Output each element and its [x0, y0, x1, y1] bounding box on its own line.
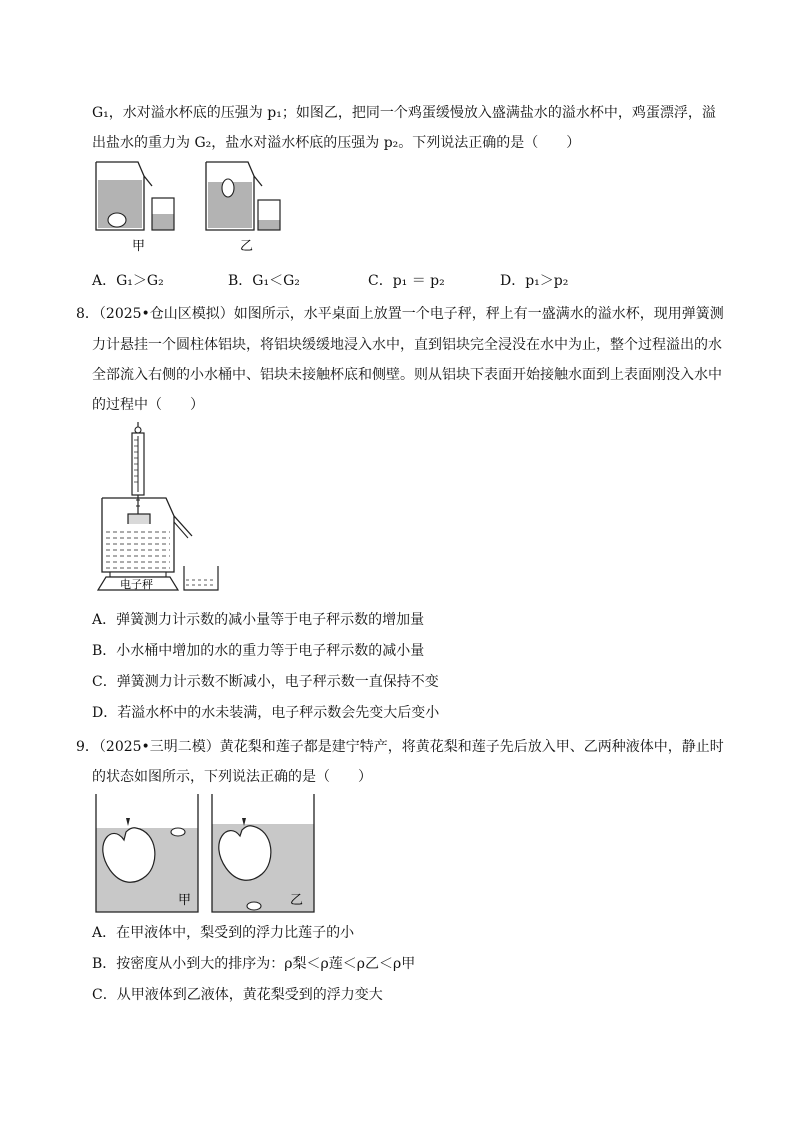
q9-pear-lotus-figure: [94, 794, 318, 914]
q8-text-line-1: 8．（2025•仓山区模拟）如图所示，水平桌面上放置一个电子秤，秤上有一盛满水的溢水杯，现用弹簧测: [76, 306, 724, 322]
scale-label: 电子秤: [120, 579, 153, 591]
fig-label-jia: 甲: [132, 238, 146, 253]
fig-label-yi: 乙: [290, 892, 304, 907]
q8-spring-scale-figure: [92, 420, 252, 600]
q7-overflow-cup-figure: [92, 158, 292, 258]
overflow-cup-jia: [96, 162, 152, 230]
q7-option-b[interactable]: B．G₁＜G₂: [228, 273, 300, 289]
q8-option-d[interactable]: D．若溢水杯中的水未装满，电子秤示数会先变大后变小: [92, 705, 440, 721]
q8-text-line-2: 力计悬挂一个圆柱体铝块，将铝块缓缓地浸入水中，直到铝块完全浸没在水中为止，整个过程溢出的水: [92, 337, 722, 353]
q7-option-c[interactable]: C．p₁ ＝ p₂: [368, 273, 445, 289]
q7-option-a[interactable]: A．G₁＞G₂: [92, 273, 164, 289]
q7-option-d[interactable]: D．p₁＞p₂: [500, 273, 569, 289]
small-beaker-jia: [152, 198, 174, 230]
q7-text-line-1: G₁，水对溢水杯底的压强为 p₁；如图乙，把同一个鸡蛋缓慢放入盛满盐水的溢水杯中，鸡蛋漂浮，溢: [92, 105, 716, 121]
q9-text-line-2: 的状态如图所示，下列说法正确的是（ ）: [92, 769, 372, 785]
lotus-seed-jia: [171, 828, 185, 836]
container-yi: [212, 794, 314, 912]
small-bucket: [184, 566, 218, 590]
overflow-cup: [102, 498, 192, 572]
q7-text-line-2: 出盐水的重力为 G₂，盐水对溢水杯底的压强为 p₂。下列说法正确的是（ ）: [92, 135, 581, 151]
small-beaker-yi: [258, 200, 280, 230]
q9-text-line-1: 9．（2025•三明二模）黄花梨和莲子都是建宁特产，将黄花梨和莲子先后放入甲、乙两种液体中，静止时: [76, 739, 724, 755]
egg-sinking: [108, 213, 126, 227]
q9-option-b[interactable]: B．按密度从小到大的排序为：ρ梨＜ρ莲＜ρ乙＜ρ甲: [92, 956, 416, 972]
egg-floating: [222, 179, 234, 197]
fig-label-jia: 甲: [178, 892, 192, 907]
q9-option-c[interactable]: C．从甲液体到乙液体，黄花梨受到的浮力变大: [92, 987, 383, 1003]
q7-options: [0, 270, 794, 290]
q8-text-line-4: 的过程中（ ）: [92, 397, 204, 413]
spring-balance: [132, 422, 144, 514]
q8-text-line-3: 全部流入右侧的小水桶中、铝块未接触杯底和侧壁。则从铝块下表面开始接触水面到上表面刚没入水中: [92, 367, 722, 383]
overflow-cup-yi: [206, 162, 262, 230]
q8-option-b[interactable]: B．小水桶中增加的水的重力等于电子秤示数的减小量: [92, 643, 425, 659]
container-jia: [96, 794, 198, 912]
q8-option-c[interactable]: C．弹簧测力计示数不断减小，电子秤示数一直保持不变: [92, 674, 439, 690]
fig-label-yi: 乙: [240, 238, 254, 253]
q9-option-a[interactable]: A．在甲液体中，梨受到的浮力比莲子的小: [92, 925, 355, 941]
lotus-seed-yi: [247, 902, 261, 910]
q8-option-a[interactable]: A．弹簧测力计示数的减小量等于电子秤示数的增加量: [92, 612, 425, 628]
electronic-scale: [98, 572, 178, 591]
